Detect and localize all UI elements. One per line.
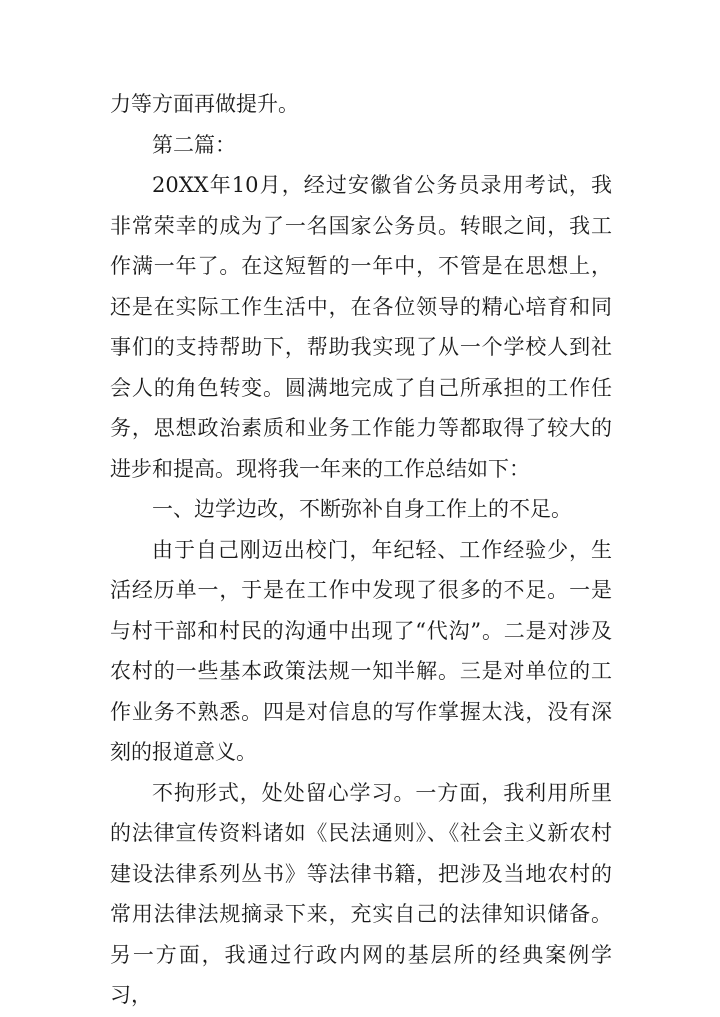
subheading-learning: 一、边学边改，不断弥补自身工作上的不足。 [152, 497, 572, 521]
paragraph-shortcomings: 由于自己刚迈出校门，年纪轻、工作经验少，生活经历单一，于是在工作中发现了很多的不足。一是与村干部和村民的沟通中出现了“代沟”。二是对涉及农村的一些基本政策法规一知半解。三是对单位的工作业务不熟悉。四是对信息的写作掌握太浅，没有深刻的报道意义。 [110, 537, 612, 764]
section-heading: 第二篇： [152, 132, 236, 157]
paragraph-study-methods: 不拘形式，处处留心学习。一方面，我利用所里的法律宣传资料诸如《民法通则》、《社会主义新农村建设法律系列丛书》等法律书籍，把涉及当地农村的常用法律法规摘录下来，充实自己的法律知识储备。另一方面，我通过行政内网的基层所的经典案例学习， [110, 780, 612, 1007]
document-body [110, 84, 612, 1016]
paragraph-intro: 20XX年10月，经过安徽省公务员录用考试，我非常荣幸的成为了一名国家公务员。转眼之间，我工作满一年了。在这短暂的一年中，不管是在思想上，还是在实际工作生活中，在各位领导的精心培育和同事们的支持帮助下，帮助我实现了从一个学校人到社会人的角色转变。圆满地完成了自己所承担的工作任务，思想政治素质和业务工作能力等都取得了较大的进步和提高。现将我一年来的工作总结如下： [110, 173, 612, 481]
paragraph-continuation: 力等方面再做提升。 [110, 92, 299, 116]
